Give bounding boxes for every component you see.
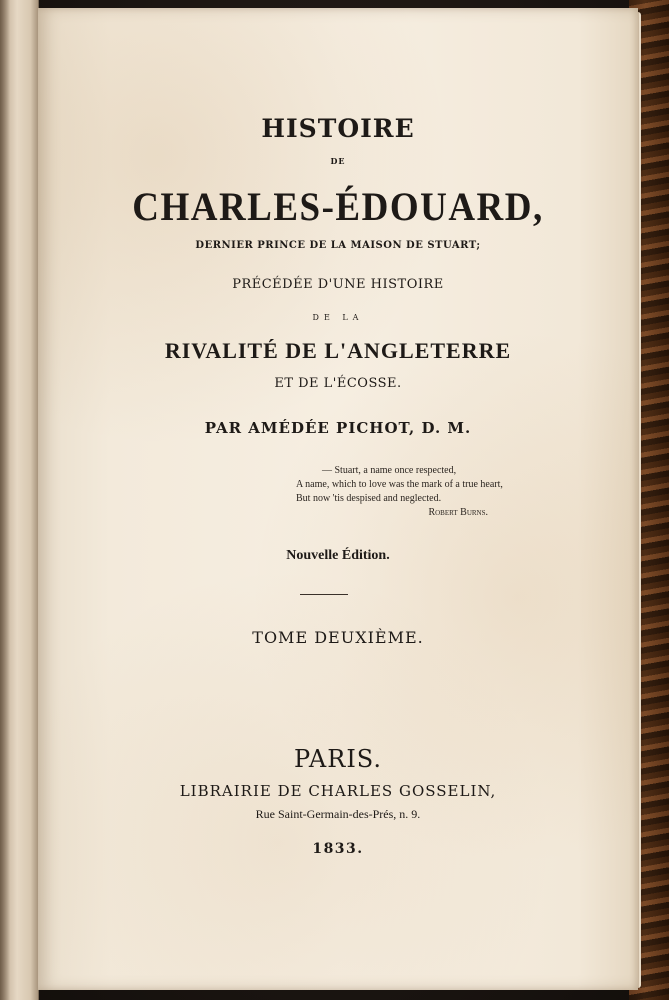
tome-line: TOME DEUXIÈME. xyxy=(252,628,424,647)
city-line: PARIS. xyxy=(293,745,383,773)
title-de: DE xyxy=(330,156,346,166)
title-histoire: HISTOIRE xyxy=(261,114,415,143)
address-line: Rue Saint-Germain-des-Prés, n. 9. xyxy=(255,807,421,821)
main-title: CHARLES-ÉDOUARD, xyxy=(132,185,544,230)
subtitle: DERNIER PRINCE DE LA MAISON DE STUART; xyxy=(195,240,481,251)
ecosse-line: ET DE L'ÉCOSSE. xyxy=(274,376,402,391)
epigraph-line: — Stuart, a name once respected, xyxy=(322,465,457,476)
rivalite-line: RIVALITÉ DE L'ANGLETERRE xyxy=(164,338,512,363)
divider-rule xyxy=(300,594,348,595)
epigraph-attribution: Robert Burns. xyxy=(428,507,488,518)
facing-page-edge xyxy=(0,0,39,1000)
author-line: PAR AMÉDÉE PICHOT, D. M. xyxy=(204,419,472,437)
title-page xyxy=(38,8,638,990)
year-line: 1833. xyxy=(312,841,364,857)
publisher-line: LIBRAIRIE DE CHARLES GOSSELIN, xyxy=(179,782,497,800)
de-la-line: DE LA xyxy=(312,313,364,322)
precedee-line: PRÉCÉDÉE D'UNE HISTOIRE xyxy=(232,277,444,292)
edition-line: Nouvelle Édition. xyxy=(286,548,390,563)
epigraph-line: A name, which to love was the mark of a true heart, xyxy=(296,479,503,490)
epigraph xyxy=(296,464,536,520)
epigraph-line: But now 'tis despised and neglected. xyxy=(296,493,442,504)
